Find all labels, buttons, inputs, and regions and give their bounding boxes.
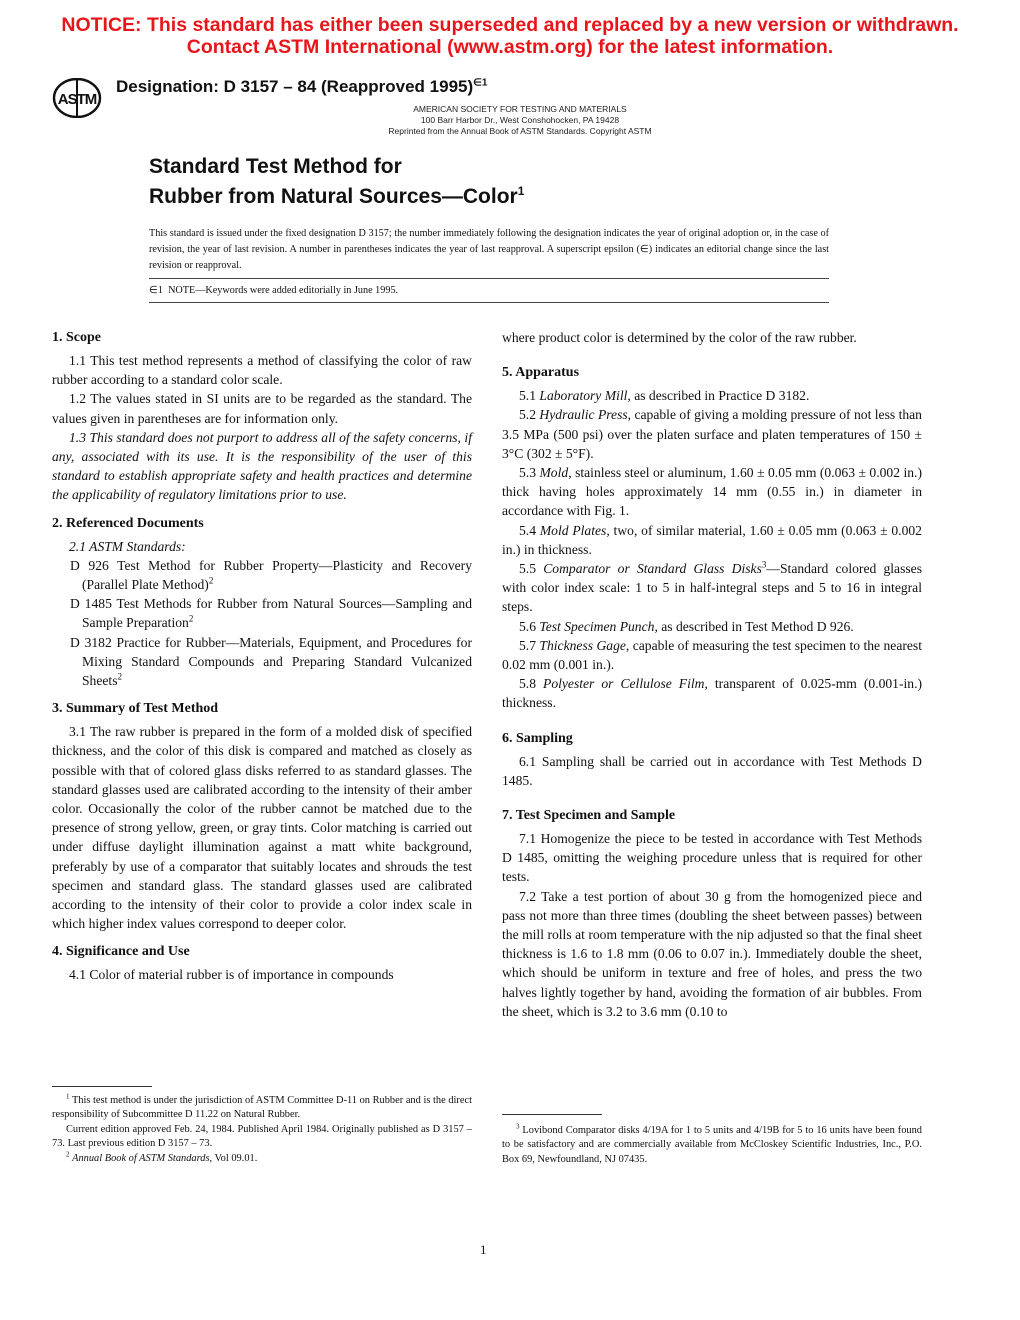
footnotes-right — [502, 1124, 922, 1167]
paragraph: 5.1 Laboratory Mill, as described in Practice D 3182. — [519, 388, 810, 404]
section-summary — [52, 699, 472, 933]
footnotes-left — [52, 1094, 472, 1166]
notice-banner: NOTICE: This standard has either been superseded and replaced by a new version or withdrawn. Contact ASTM International (www.astm.org) for the latest information. — [61, 14, 959, 58]
astm-logo-text: ASTM — [57, 91, 97, 108]
paragraph: 1.2 The values stated in SI units are to be regarded as the standard. The values given in parentheses are for information only. — [52, 391, 472, 426]
left-column — [52, 328, 472, 994]
section-heading: 2. Referenced Documents — [52, 515, 204, 531]
paragraph: 1.1 This test method represents a method of classifying the color of raw rubber according to a standard color scale. — [52, 353, 472, 388]
section-apparatus — [502, 363, 922, 712]
society-block — [330, 104, 710, 137]
society-reprint: Reprinted from the Annual Book of ASTM Standards. Copyright ASTM — [388, 126, 652, 136]
epsilon-note-label: NOTE — [168, 285, 196, 296]
title-line-1: Standard Test Method for — [149, 155, 402, 178]
epsilon-note-mark: ∈1 — [149, 285, 163, 296]
section-scope — [52, 328, 472, 505]
paragraph: 7.1 Homogenize the piece to be tested in accordance with Test Methods D 1485, omitting the weighing procedure unless that is required for other tests. — [502, 831, 922, 885]
section-referenced-documents — [52, 514, 472, 691]
section-significance-continued — [502, 328, 922, 347]
paragraph: 4.1 Color of material rubber is of importance in compounds — [69, 967, 394, 983]
reference-item: D 926 Test Method for Rubber Property—Plasticity and Recovery (Parallel Plate Method)$^2$ — [70, 557, 472, 593]
paragraph: 2.1 ASTM Standards: — [69, 538, 186, 554]
title-line-2: Rubber from Natural Sources—Color — [149, 185, 518, 208]
paragraph: 6.1 Sampling shall be carried out in accordance with Test Methods D 1485. — [502, 753, 922, 788]
footnote-rule — [52, 1086, 152, 1087]
section-heading: 6. Sampling — [502, 730, 573, 746]
section-heading: 1. Scope — [52, 330, 101, 345]
footnote-3: $^3$ Lovibond Comparator disks 4/19A for 1 to 5 units and 4/19B for 5 to 16 units have been found to be satisfactory and are commercially available from McCloskey Scientific Industries, Inc., P.O. Box 69, Newfoundland, NJ 07435. — [502, 1122, 922, 1165]
page-number: 1 — [480, 1242, 487, 1257]
paragraph: 5.3 Mold, stainless steel or aluminum, 1.60 ± 0.05 mm (0.063 ± 0.002 in.) thick having holes approximately 14 mm (0.55 in.) in diameter in accordance with Fig. 1. — [502, 465, 922, 519]
paragraph: 5.6 Test Specimen Punch, as described in Test Method D 926. — [519, 618, 854, 634]
divider — [149, 278, 829, 279]
issued-statement: This standard is issued under the fixed designation D 3157; the number immediately following the designation indicates the year of original adoption or, in the case of revision, the year of last revision. A number in parentheses indicates the year of last reapproval. A superscript epsilon (∈) indicates an editorial change since the last revision or reapproval. — [149, 228, 829, 271]
designation — [116, 77, 487, 97]
designation-epsilon: ∈1 — [473, 77, 488, 89]
society-name: AMERICAN SOCIETY FOR TESTING AND MATERIALS — [413, 104, 627, 114]
society-address: 100 Barr Harbor Dr., West Conshohocken, PA 19428 — [420, 115, 620, 125]
reference-item: D 1485 Test Methods for Rubber from Natural Sources—Sampling and Sample Preparation$^2$ — [70, 596, 472, 631]
paragraph: 1.3 This standard does not purport to address all of the safety concerns, if any, associated with its use. It is the responsibility of the user of this standard to establish appropriate safety and health practices and determine the applicability of regulatory limitations prior to use. — [52, 429, 472, 503]
paragraph: 5.2 Hydraulic Press, capable of giving a molding pressure of not less than 3.5 MPa (500 psi) over the platen surface and platen temperatures of 150 ± 3°C (302 ± 5°F). — [502, 407, 922, 461]
paragraph: where product color is determined by the color of the raw rubber. — [502, 330, 857, 345]
footnote-1-edition: Current edition approved Feb. 24, 1984. Published April 1984. Originally published as D 3157 – 73. Last previous edition D 3157 – 73. — [52, 1123, 472, 1150]
paragraph: 5.5 Comparator or Standard Glass Disks$^3$—Standard colored glasses with color index scale: 1 to 5 in half-integral steps and 5 to 16 in integral steps. — [502, 559, 922, 615]
paragraph: 5.7 Thickness Gage, capable of measuring the test specimen to the nearest 0.02 mm (0.001 in.). — [502, 637, 922, 673]
footnote-1: $^1$ This test method is under the jurisdiction of ASTM Committee D-11 on Rubber and is the direct responsibility of Subcommittee D 11.22 on Natural Rubber. — [52, 1092, 472, 1121]
document-title — [149, 154, 524, 209]
footnote-2: $^2$ Annual Book of ASTM Standards, Vol 09.01. — [66, 1150, 258, 1164]
paragraph: 5.4 Mold Plates, two, of similar material, 1.60 ± 0.05 mm (0.063 ± 0.002 in.) in thickness. — [502, 522, 922, 557]
title-footnote-mark: 1 — [517, 184, 525, 198]
section-heading: 7. Test Specimen and Sample — [502, 808, 676, 824]
paragraph: 7.2 Take a test portion of about 30 g from the homogenized piece and pass not more than three times (doubling the sheet between passes) between the mill rolls at room temperature with the nip adjusted so that the final sheet thickness is 1.6 to 1.8 mm (0.06 to 0.07 in.). Immediately double the sheet, which should be uniform in texture and free of holes, and press the two halves lightly together by hand, avoiding the formation of air bubbles. From the sheet, which is 3.2 to 3.6 mm (0.10 to — [502, 888, 922, 1019]
astm-logo — [52, 78, 102, 118]
paragraph: 3.1 The raw rubber is prepared in the form of a molded disk of specified thickness, and the color of this disk is compared and matched as closely as possible with that of colored glass disks referred to as standard glasses. The standard glasses used are calibrated according to the intensity of their amber color. Occasionally the color of the rubber cannot be matched due to the presence of strong yellow, green, or gray tints. Color matching is carried out under diffuse daylight illumination against a matt white background, preferably by use of a comparator that suitably locates and shrouds the test specimen and standard glass. The standard glasses used are calibrated according to the intensity of their color to provide a color index scale in which higher index values correspond to deeper color. — [52, 724, 472, 932]
section-heading: 5. Apparatus — [502, 365, 580, 381]
section-test-specimen — [502, 806, 922, 1021]
divider — [149, 302, 829, 303]
designation-label: Designation: D 3157 – 84 (Reapproved 1995) — [116, 77, 474, 96]
section-heading: 3. Summary of Test Method — [52, 701, 219, 717]
section-sampling — [502, 729, 922, 790]
section-heading: 4. Significance and Use — [52, 944, 190, 960]
epsilon-note-text: —Keywords were added editorially in June 1995. — [195, 285, 399, 296]
paragraph: 5.8 Polyester or Cellulose Film, transparent of 0.025-mm (0.001-in.) thickness. — [502, 676, 923, 711]
section-significance — [52, 942, 472, 984]
reference-item: D 3182 Practice for Rubber—Materials, Equipment, and Procedures for Mixing Standard Compounds and Preparing Standard Vulcanized Sheets$^2$ — [70, 634, 472, 689]
right-column — [502, 328, 922, 1030]
epsilon-note — [149, 285, 398, 296]
footnote-rule — [502, 1114, 602, 1115]
